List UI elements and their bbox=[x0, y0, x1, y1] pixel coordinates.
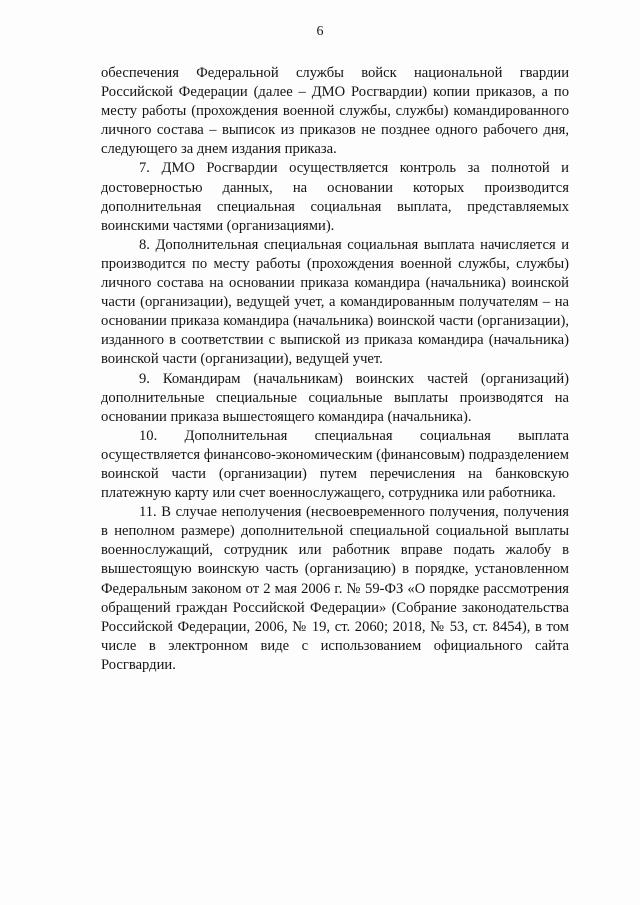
paragraph-item-11: 11. В случае неполучения (несвоевременного получения, получения в неполном размере) дополнительной специальной социальной выплаты военнослужащий, сотрудник или работник вправе подать жалобу в вышестоящую воинскую часть (организацию) в порядке, установленном Федеральным законом от 2 мая 2006 г. № 59-ФЗ «О порядке рассмотрения обращений граждан Российской Федерации» (Собрание законодательства Российской Федерации, 2006, № 19, ст. 2060; 2018, № 53, ст. 8454), в том числе в электронном виде с использованием официального сайта Росгвардии. bbox=[101, 504, 569, 673]
paragraph-continuation: обеспечения Федеральной службы войск национальной гвардии Российской Федерации (далее – ДМО Росгвардии) копии приказов, а по месту работы (прохождения военной службы, службы) командированного личного состава – выписок из приказов не позднее одного рабочего дня, следующего за днем издания приказа. bbox=[101, 65, 569, 158]
paragraph-item-8: 8. Дополнительная специальная социальная выплата начисляется и производится по месту работы (прохождения военной службы, службы) личного состава на основании приказа командира (начальника) воинской части (организации), ведущей учет, а командированным получателям – на основании приказа командира (начальника) воинской части (организации), изданного в соответствии с выпиской из приказа командира (начальника) воинской части (организации), ведущей учет. bbox=[101, 236, 569, 368]
page-number: 6 bbox=[316, 24, 324, 39]
paragraph-item-10: 10. Дополнительная специальная социальная выплата осуществляется финансово-экономическим (финансовым) подразделением воинской части (организации) путем перечисления на банковскую платежную карту или счет военнослужащего, сотрудника или работника. bbox=[101, 427, 569, 502]
paragraph-item-9: 9. Командирам (начальникам) воинских частей (организаций) дополнительные специальные социальные выплаты производятся на основании приказа вышестоящего командира (начальника). bbox=[101, 370, 569, 425]
document-body bbox=[101, 64, 569, 675]
paragraph-item-7: 7. ДМО Росгвардии осуществляется контроль за полнотой и достоверностью данных, на основании которых производится дополнительная специальная социальная выплата, представляемых воинскими частями (организациями). bbox=[101, 160, 569, 234]
